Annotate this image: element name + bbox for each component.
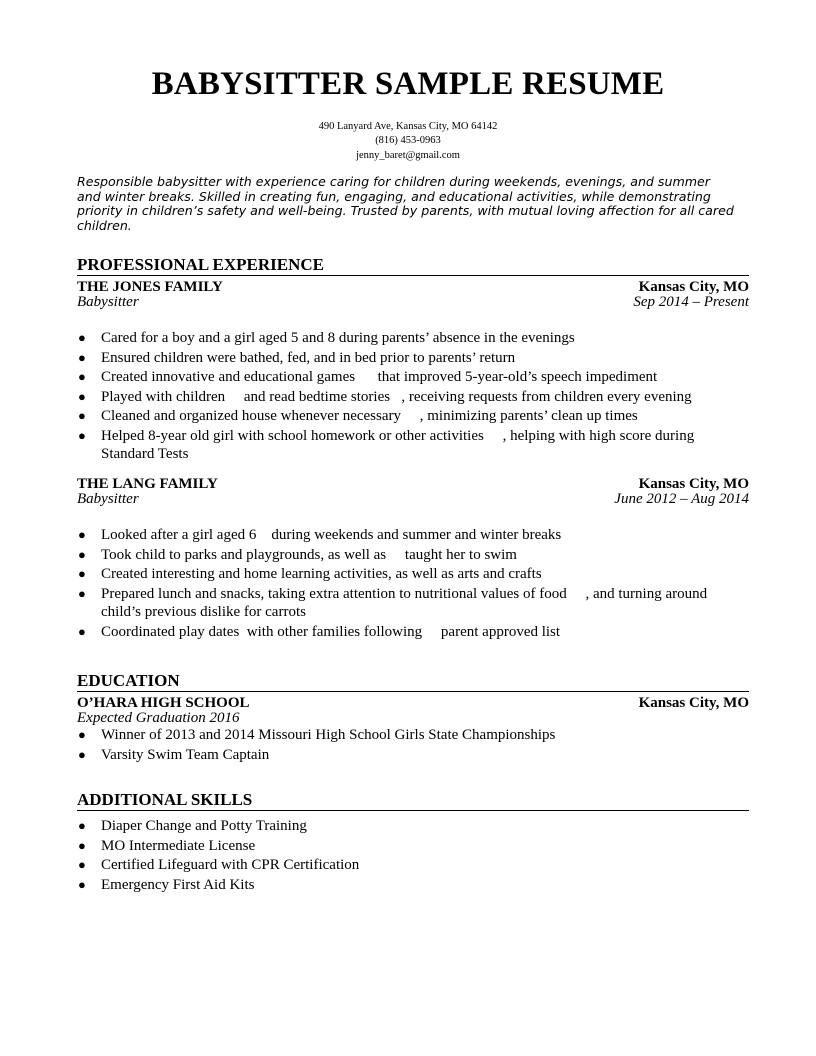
bullet-icon: ●: [78, 369, 86, 384]
contact-address: 490 Lanyard Ave, Kansas City, MO 64142: [318, 121, 498, 132]
skills-bullets: [77, 817, 737, 895]
list-item: [77, 526, 737, 545]
job-employer: THE JONES FAMILY: [77, 279, 223, 295]
list-item: [77, 856, 737, 875]
bullet-text: Cared for a boy and a girl aged 5 and 8 during parents’ absence in the evenings: [101, 330, 575, 346]
bullet-icon: ●: [78, 388, 86, 404]
job-bullets-1: [77, 329, 737, 465]
job-bullets-2: [77, 526, 737, 642]
contact-phone: (816) 453-0963: [375, 135, 441, 146]
job-dates: June 2012 – Aug 2014: [614, 491, 749, 507]
bullet-text: Cleaned and organized house whenever necessary , minimizing parents’ clean up times: [101, 408, 638, 424]
bullet-icon: ●: [78, 585, 86, 601]
list-item: [77, 746, 737, 765]
job-employer: THE LANG FAMILY: [77, 476, 218, 492]
bullet-icon: ●: [78, 727, 86, 742]
bullet-icon: ●: [78, 546, 86, 562]
list-item: [77, 623, 737, 642]
bullet-icon: ●: [78, 857, 86, 872]
job-dates: Sep 2014 – Present: [633, 294, 749, 310]
job-location: Kansas City, MO: [638, 279, 749, 295]
job-location: Kansas City, MO: [638, 476, 749, 492]
list-item: [77, 726, 737, 745]
section-heading-skills: ADDITIONAL SKILLS: [77, 790, 749, 811]
list-item: [77, 349, 737, 368]
list-item: [77, 817, 737, 836]
education-subheader: [77, 709, 749, 727]
list-item: [77, 368, 737, 387]
bullet-text: Prepared lunch and snacks, taking extra attention to nutritional values of food , and turning around child’s previous dislike for carrots: [101, 585, 711, 620]
bullet-text: Winner of 2013 and 2014 Missouri High School Girls State Championships: [101, 727, 556, 743]
bullet-text: Created innovative and educational games that improved 5-year-old’s speech impediment: [101, 369, 658, 385]
list-item: [77, 329, 737, 348]
list-item: [77, 427, 737, 464]
summary-paragraph: Responsible babysitter with experience caring for children during weekends, evenings, and summer and winter breaks. Skilled in creating fun, engaging, and educational activities, while demonstrating priority in children’s safety and well-being. Trusted by parents, with mutual loving affection for all cared children.: [77, 174, 734, 233]
bullet-icon: ●: [78, 408, 86, 423]
section-heading-education: EDUCATION: [77, 671, 749, 692]
bullet-icon: ●: [78, 566, 86, 581]
bullet-text: MO Intermediate License: [101, 837, 256, 854]
bullet-text: Created interesting and home learning activities, as well as arts and crafts: [101, 566, 542, 582]
bullet-icon: ●: [78, 623, 86, 639]
resume-title: BABYSITTER SAMPLE RESUME: [151, 66, 665, 102]
bullet-text: Played with children and read bedtime stories , receiving requests from children every evening: [101, 388, 692, 405]
section-heading-experience: PROFESSIONAL EXPERIENCE: [77, 255, 749, 276]
job-role: Babysitter: [77, 491, 139, 507]
list-item: [77, 388, 737, 407]
school-location: Kansas City, MO: [638, 695, 749, 711]
bullet-icon: ●: [78, 330, 86, 345]
bullet-icon: ●: [78, 349, 86, 365]
bullet-icon: ●: [78, 818, 86, 833]
job-role: Babysitter: [77, 294, 139, 310]
contact-email: jenny_baret@gmail.com: [356, 150, 460, 161]
bullet-icon: ●: [78, 746, 86, 762]
graduation-date: Expected Graduation 2016: [77, 710, 240, 726]
bullet-text: Looked after a girl aged 6 during weekends and summer and winter breaks: [101, 527, 562, 543]
bullet-text: Emergency First Aid Kits: [101, 876, 255, 893]
bullet-text: Diaper Change and Potty Training: [101, 818, 307, 834]
list-item: [77, 585, 737, 622]
bullet-text: Ensured children were bathed, fed, and in bed prior to parents’ return: [101, 349, 516, 366]
list-item: [77, 565, 737, 584]
job-subheader-2: [77, 490, 749, 508]
bullet-icon: ●: [78, 837, 86, 853]
list-item: [77, 407, 737, 426]
bullet-icon: ●: [78, 876, 86, 892]
education-bullets: [77, 726, 737, 765]
bullet-text: Helped 8-year old girl with school homework or other activities , helping with high score during Standard Tests: [101, 427, 698, 462]
bullet-text: Took child to parks and playgrounds, as well as taught her to swim: [101, 546, 517, 563]
bullet-text: Certified Lifeguard with CPR Certification: [101, 857, 360, 873]
list-item: [77, 546, 737, 565]
bullet-text: Varsity Swim Team Captain: [101, 746, 270, 763]
job-subheader-1: [77, 293, 749, 311]
school-name: O’HARA HIGH SCHOOL: [77, 695, 250, 711]
list-item: [77, 837, 737, 856]
bullet-icon: ●: [78, 427, 86, 443]
bullet-text: Coordinated play dates with other families following parent approved list: [101, 623, 561, 640]
bullet-icon: ●: [78, 527, 86, 542]
list-item: [77, 876, 737, 895]
